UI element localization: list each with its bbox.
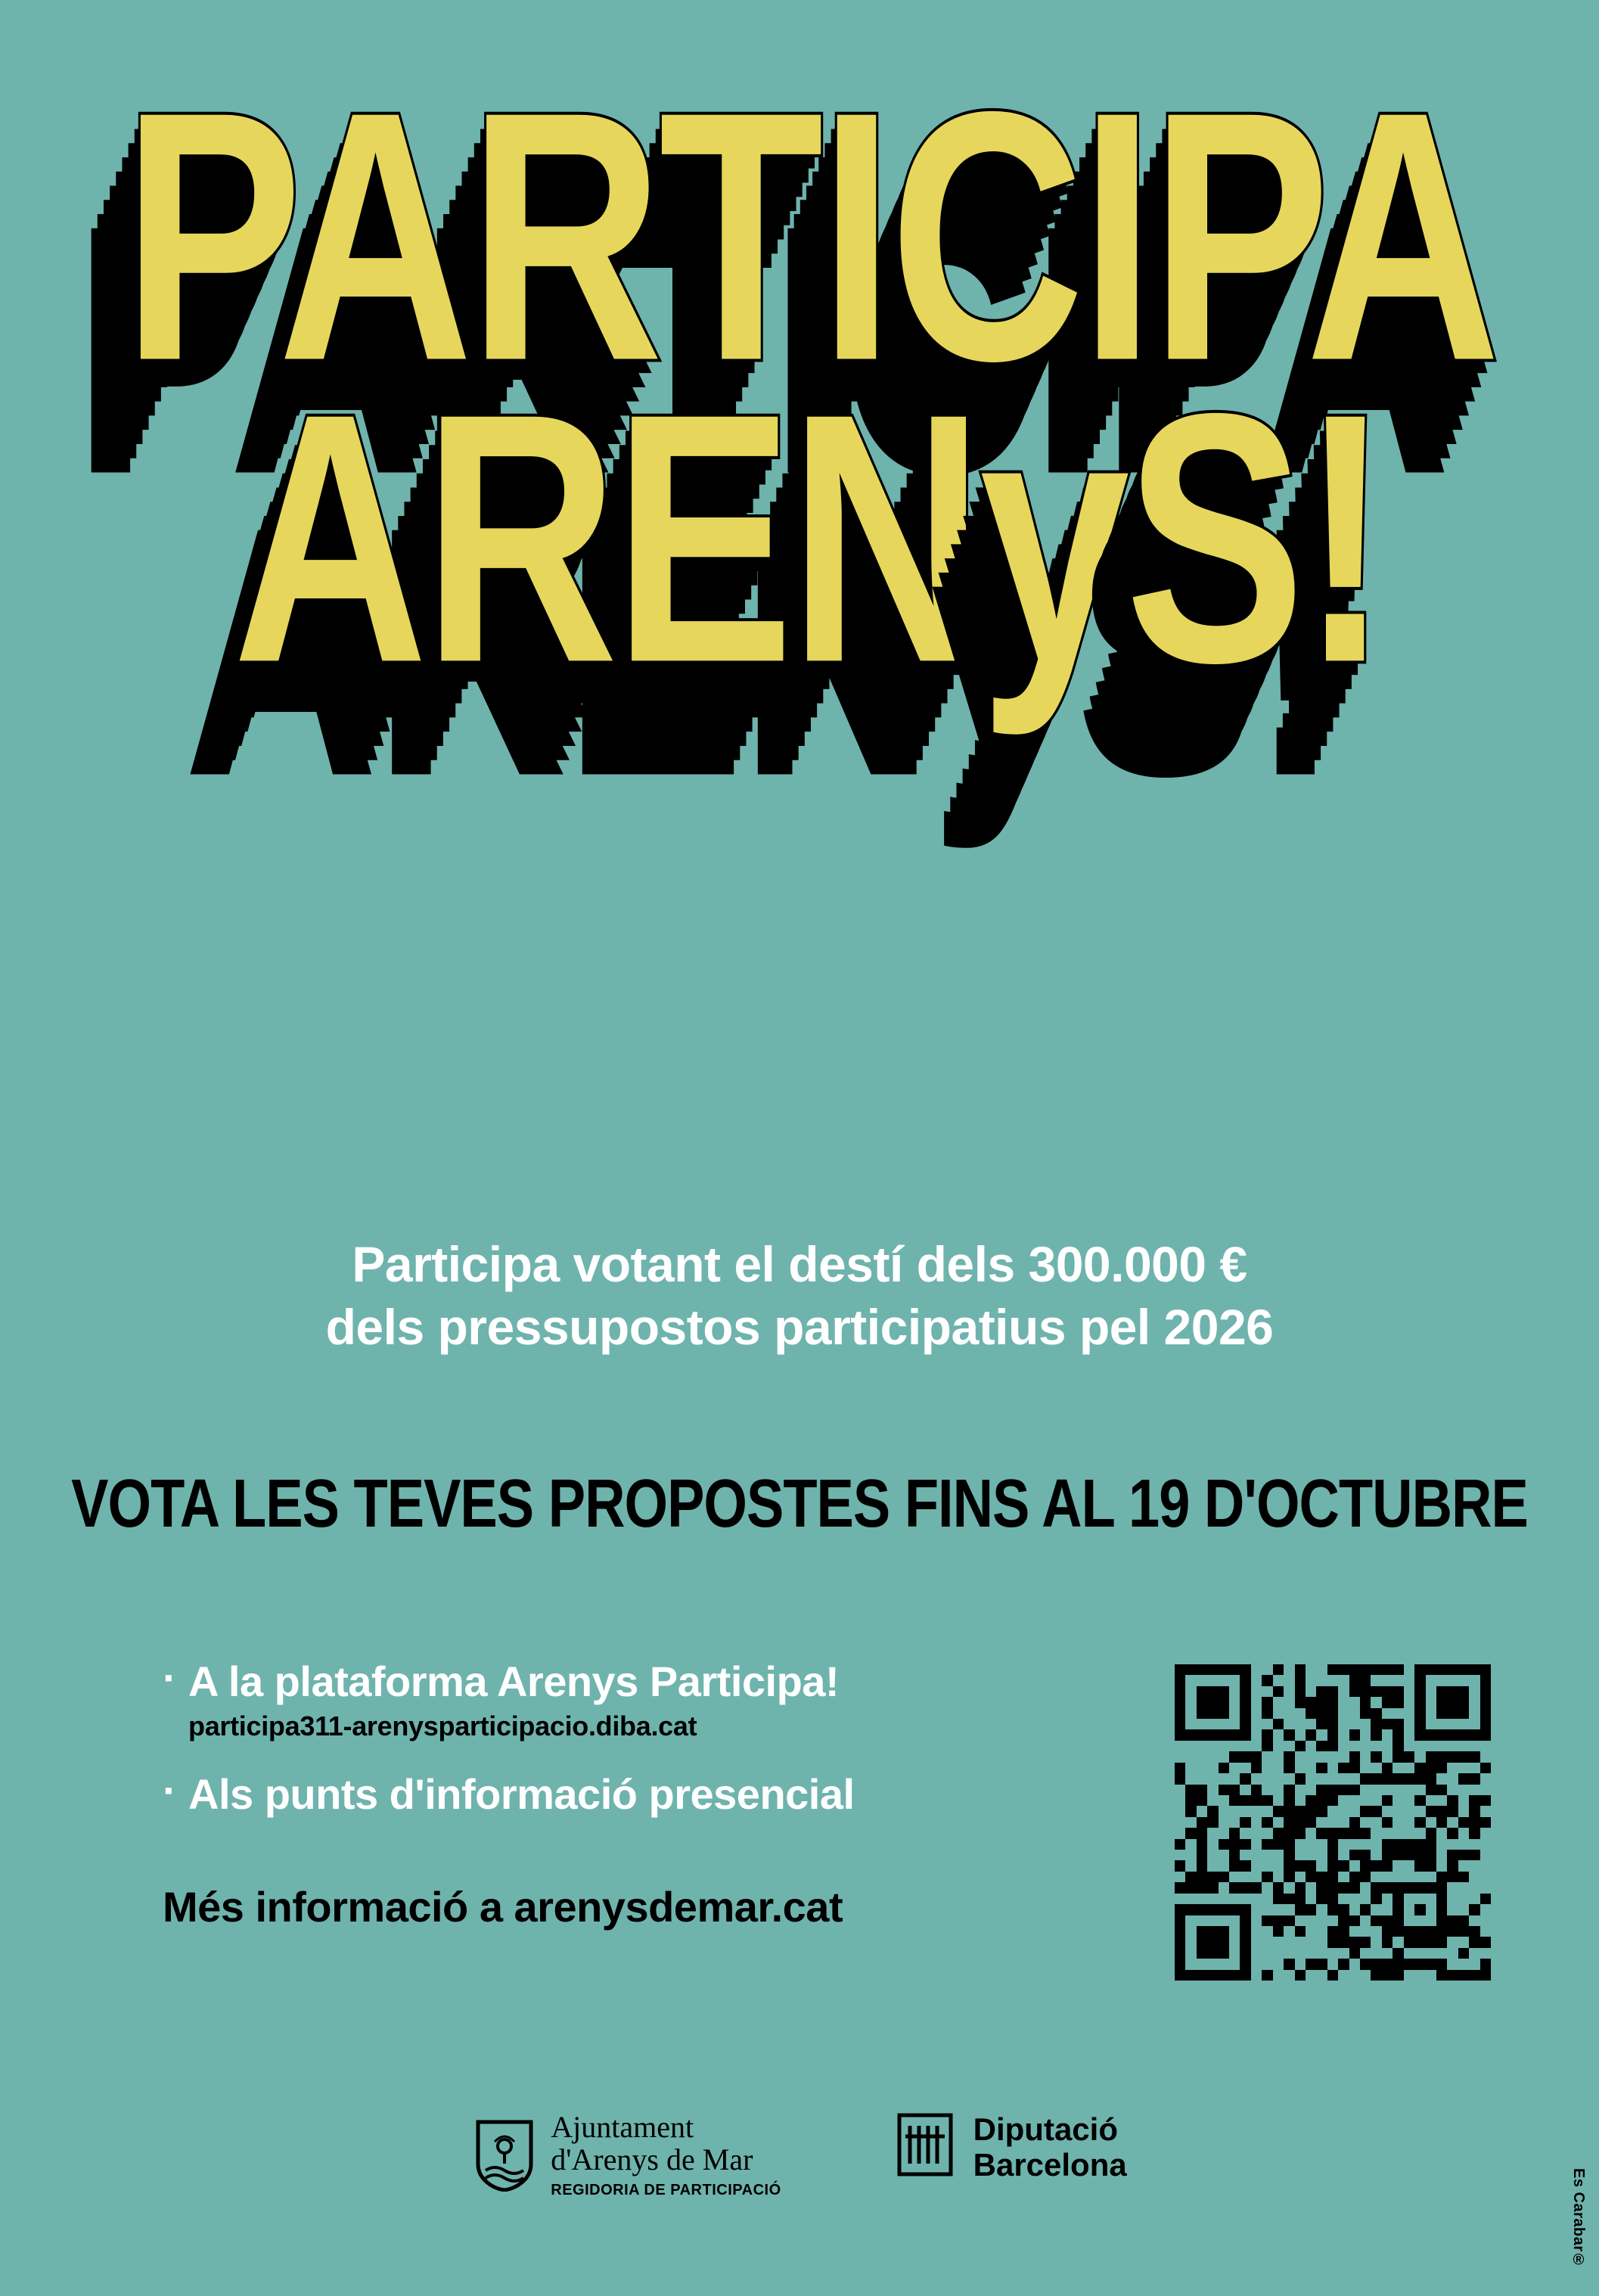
logo-ajuntament-arenys-de-mar (472, 2111, 781, 2199)
bullet-label-presencial: Als punts d'informació presencial (188, 1770, 855, 1818)
more-info-text: Més informació a arenysdemar.cat (163, 1883, 843, 1931)
headline-line-2 (4, 340, 1599, 737)
footer-logos (0, 2111, 1599, 2199)
poster-headline (0, 38, 1599, 737)
headline-line-2-part-b: y (979, 340, 1126, 737)
bullet-dot-icon: · (163, 1766, 177, 1814)
platform-url[interactable]: participa311-arenysparticipacio.diba.cat (188, 1710, 697, 1741)
logo-diputacio-text (973, 2111, 1127, 2183)
credit-text: Es Carabar® (1570, 2167, 1587, 2269)
logo-line-2: Barcelona (973, 2147, 1127, 2183)
headline-line-2-part-c: S! (1125, 340, 1386, 737)
logo-line-1: Ajuntament (551, 2110, 694, 2144)
logo-line-3: REGIDORIA DE PARTICIPACIÓ (551, 2182, 781, 2199)
poster-subtitle (0, 1233, 1599, 1358)
bullet-dot-icon: · (163, 1654, 177, 1701)
qr-code-container[interactable] (1175, 1664, 1491, 1981)
headline-line-1: PARTICIPA (123, 38, 1496, 435)
subtitle-line-1: Participa votant el destí dels 300.000 € (352, 1236, 1247, 1292)
logo-diputacio-barcelona (895, 2111, 1127, 2183)
logo-line-1: Diputació (973, 2111, 1118, 2147)
logo-ajuntament-text (551, 2111, 781, 2199)
subtitle-line-2: dels pressupostos participatius pel 2026 (325, 1298, 1274, 1355)
headline-line-2-part-a: AREN (232, 340, 980, 737)
qr-code-icon[interactable] (1175, 1664, 1491, 1981)
list-item (163, 1654, 1123, 1706)
list-item (163, 1766, 1123, 1819)
diputacio-barcelona-crest-icon (895, 2111, 960, 2183)
logo-line-2: d'Arenys de Mar (551, 2142, 753, 2177)
bullet-label-platform: A la plataforma Arenys Participa! (188, 1658, 840, 1705)
info-block (163, 1654, 1123, 1931)
arenys-de-mar-crest-icon (472, 2119, 537, 2192)
deadline-banner: VOTA LES TEVES PROPOSTES FINS AL 19 D'OCTUBRE (71, 1465, 1528, 1542)
